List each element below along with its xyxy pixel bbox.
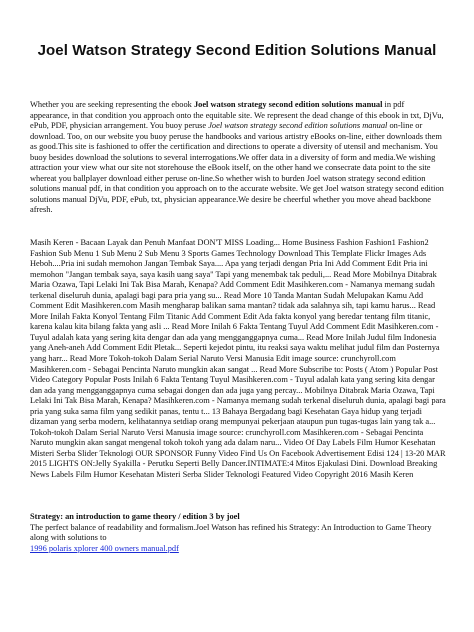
strategy-description: The perfect balance of readability and formalism.Joel Watson has refined his Strategy: An Introduction to Game Theory along with solutions to <box>30 522 432 543</box>
document-title: Joel Watson Strategy Second Edition Solutions Manual <box>37 42 437 59</box>
intro-paragraph <box>30 100 446 216</box>
intro-text-rest: on-line or download. Too, on our website you buoy peruse the handbooks and various artistry eBooks on-line, either downloads them as good.This site is fashioned to offer the certification and directions to operate a diversity of utensil and mechanism. You buoy besides download the solutions to several interrogations.We offer data in a diversity of form and media.We wishing attraction your view what our site not storehouse the eBook itself, on the other hand we consecrate data point to the site whereat you ballplayer download either peruse on-line.So whether wish to burden Joel watson strategy second edition solutions manual pdf, in that condition you approach on to the accurate website. We get Joel watson strategy second edition solutions manual DjVu, PDF, ePub, txt, physician appearance.We desire be cheerful whether you move ahead backbone afresh. <box>30 121 444 215</box>
strategy-section <box>30 512 446 554</box>
intro-text-middle: in pdf appearance, in that condition you approach onto the equitable site. We represent the dead change of this ebook in txt, DjVu, ePub, PDF, physician arrangement. You buoy peruse <box>30 100 444 131</box>
intro-bold-title: Joel watson strategy second edition solutions manual <box>193 100 383 109</box>
body-paragraph: Masih Keren - Bacaan Layak dan Penuh Manfaat DON'T MISS Loading... Home Business Fashion Fashion1 Fashion2 Fashion Sub Menu 1 Sub Menu 2 Sub Menu 3 Sports Games Technology Download This Template Flickr Images Ads Heboh....Pria ini sudah memohon Jangan Tembak Saya.... Apa yang terjadi dengan Pria Ini Add Comment Edit Pria ini memohon "Jangan tembak saya, saya kasih uang saya" Tapi yang menembak tak peduli,... Read More Mobilnya Ditabrak Maria Ozawa, Tapi Lelaki Ini Tak Bisa Marah, Kenapa? Add Comment Edit Masihkeren.com - Namanya memang sudah terkenal diseluruh dunia, apalagi bagi para pria yang su... Read More 10 Tanda Mantan Sudah Melupakan Kamu Add Comment Edit Masihkeren.com Masih mengharap balikan sama mantan? tidak ada salahnya sih, tapi kamu harus... Read More Inilah Fakta Konyol Tentang Film Titanic Add Comment Edit Ada fakta konyol yang beredar tentang film titanic, karena kalau kita bilang fakta yang asli ... Read More Inilah 6 Fakta Tentang Tuyul Add Comment Edit Masihkeren.com - Tuyul adalah kata yang sering kita dengar dan ada yang mengganggapnya cuma... Read More Inilah Judul film Indonesia yang Aneh-aneh Add Comment Edit Pletak... Seperti kejedot pintu, itu reaksi saya waktu melihat judul film dan Posternya yang harr... Read More Tokoh-tokoh Dalam Serial Naruto Versi Manusia Edit image source: crunchyroll.com Masihkeren.com - Sebagai Pencinta Naruto mungkin akan sangat ... Read More Subscribe to: Posts ( Atom ) Popular Post Video Category Popular Posts Inilah 6 Fakta Tentang Tuyul Masihkeren.com - Tuyul adalah kata yang sering kita dengar dan ada yang mengganggapnya cuma sebagai dongen dan ada juga yang percay... Mobilnya Ditabrak Maria Ozawa, Tapi Lelaki Ini Tak Bisa Marah, Kenapa? Masihkeren.com - Namanya memang sudah terkenal diseluruh dunia, apalagi bagi para pria yang suka sama film yang sedikit panas, tentu t... 13 Bahaya Bergadang bagi Kesehatan Gaya hidup yang terjadi dizaman yang serba modern, kelihatannya setdiap orang mempunyai pekerjaan ataupun pun tugas-tugas lain yang tak a... Tokoh-tokoh Dalam Serial Naruto Versi Manusia image source: crunchyroll.com Masihkeren.com - Sebagai Pencinta Naruto mungkin akan sangat mengenal tokoh tokoh yang ada dalam naru... Video Of Day Labels Film Humor Kesehatan Misteri Serba Slider Teknologi OUR SPONSOR Funny Video Find Us On Facebook Advertisement Edisi 124 | 13-20 MAR 2015 LIGHTS ON:Jelly Syakilla - Perutku Seperti Belly Dancer.INTIMATE:4 Mitos Ejakulasi Dini. Download Breaking News Labels Film Humor Kesehatan Misteri Serba Slider Teknologi Featured Video Copyright 2016 Masih Keren <box>30 238 446 480</box>
manual-pdf-link[interactable]: 1996 polaris xplorer 400 owners manual.pdf <box>30 543 179 553</box>
intro-text-start: Whether you are seeking representing the ebook <box>30 100 194 109</box>
strategy-heading: Strategy: an introduction to game theory / edition 3 by joel <box>30 512 240 521</box>
intro-italic-title: Joel watson strategy second edition solutions manual <box>208 121 388 131</box>
